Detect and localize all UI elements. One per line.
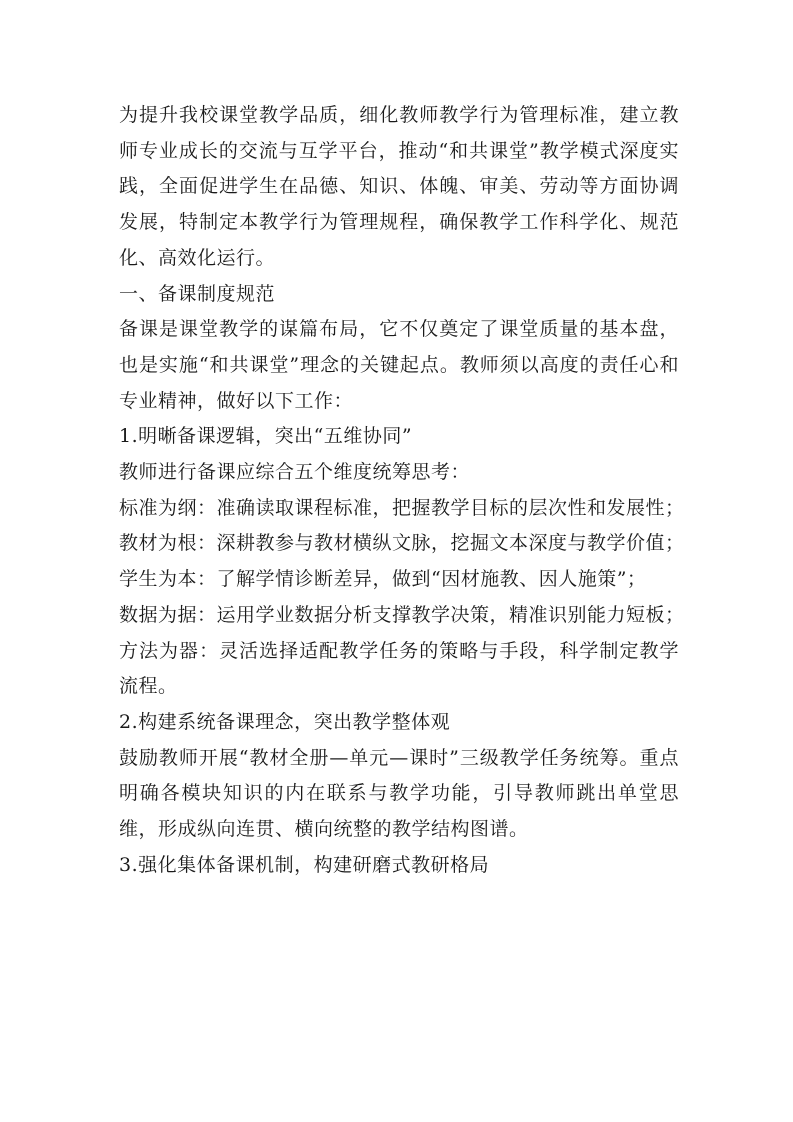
item-1-point-standard: 标准为纲：准确读取课程标准，把握教学目标的层次性和发展性； — [119, 496, 685, 519]
item-1-lead: 教师进行备课应综合五个维度统筹思考： — [119, 461, 471, 484]
section-1-intro: 备课是课堂教学的谋篇布局，它不仅奠定了课堂质量的基本盘，也是实施“和共课堂”理念的关键起点。教师须以高度的责任心和专业精神，做好以下工作： — [119, 318, 679, 412]
item-1-point-textbook: 教材为根：深耕教参与教材横纵文脉，挖掘文本深度与教学价值； — [119, 532, 685, 555]
item-1-point-student: 学生为本：了解学情诊断差异，做到“因材施教、因人施策”； — [119, 568, 647, 591]
item-1-point-method: 方法为器：灵活选择适配教学任务的策略与手段，科学制定教学流程。 — [119, 639, 679, 698]
section-1-title: 一、备课制度规范 — [119, 282, 276, 305]
item-3-title: 3.强化集体备课机制，构建研磨式教研格局 — [119, 853, 490, 876]
document-body — [119, 98, 685, 883]
item-2-body: 鼓励教师开展“教材全册—单元—课时”三级教学任务统筹。重点明确各模块知识的内在联系与教学功能，引导教师跳出单堂思维，形成纵向连贯、横向统整的教学结构图谱。 — [119, 746, 679, 841]
item-2-title: 2.构建系统备课理念，突出教学整体观 — [119, 710, 451, 733]
intro-paragraph: 为提升我校课堂教学品质，细化教师教学行为管理标准，建立教师专业成长的交流与互学平台，推动“和共课堂”教学模式深度实践，全面促进学生在品德、知识、体魄、审美、劳动等方面协调发展，特制定本教学行为管理规程，确保教学工作科学化、规范化、高效化运行。 — [119, 104, 679, 269]
item-1-point-data: 数据为据：运用学业数据分析支撑教学决策，精准识别能力短板； — [119, 603, 685, 626]
item-1-title: 1.明晰备课逻辑，突出“五维协同” — [119, 425, 413, 448]
